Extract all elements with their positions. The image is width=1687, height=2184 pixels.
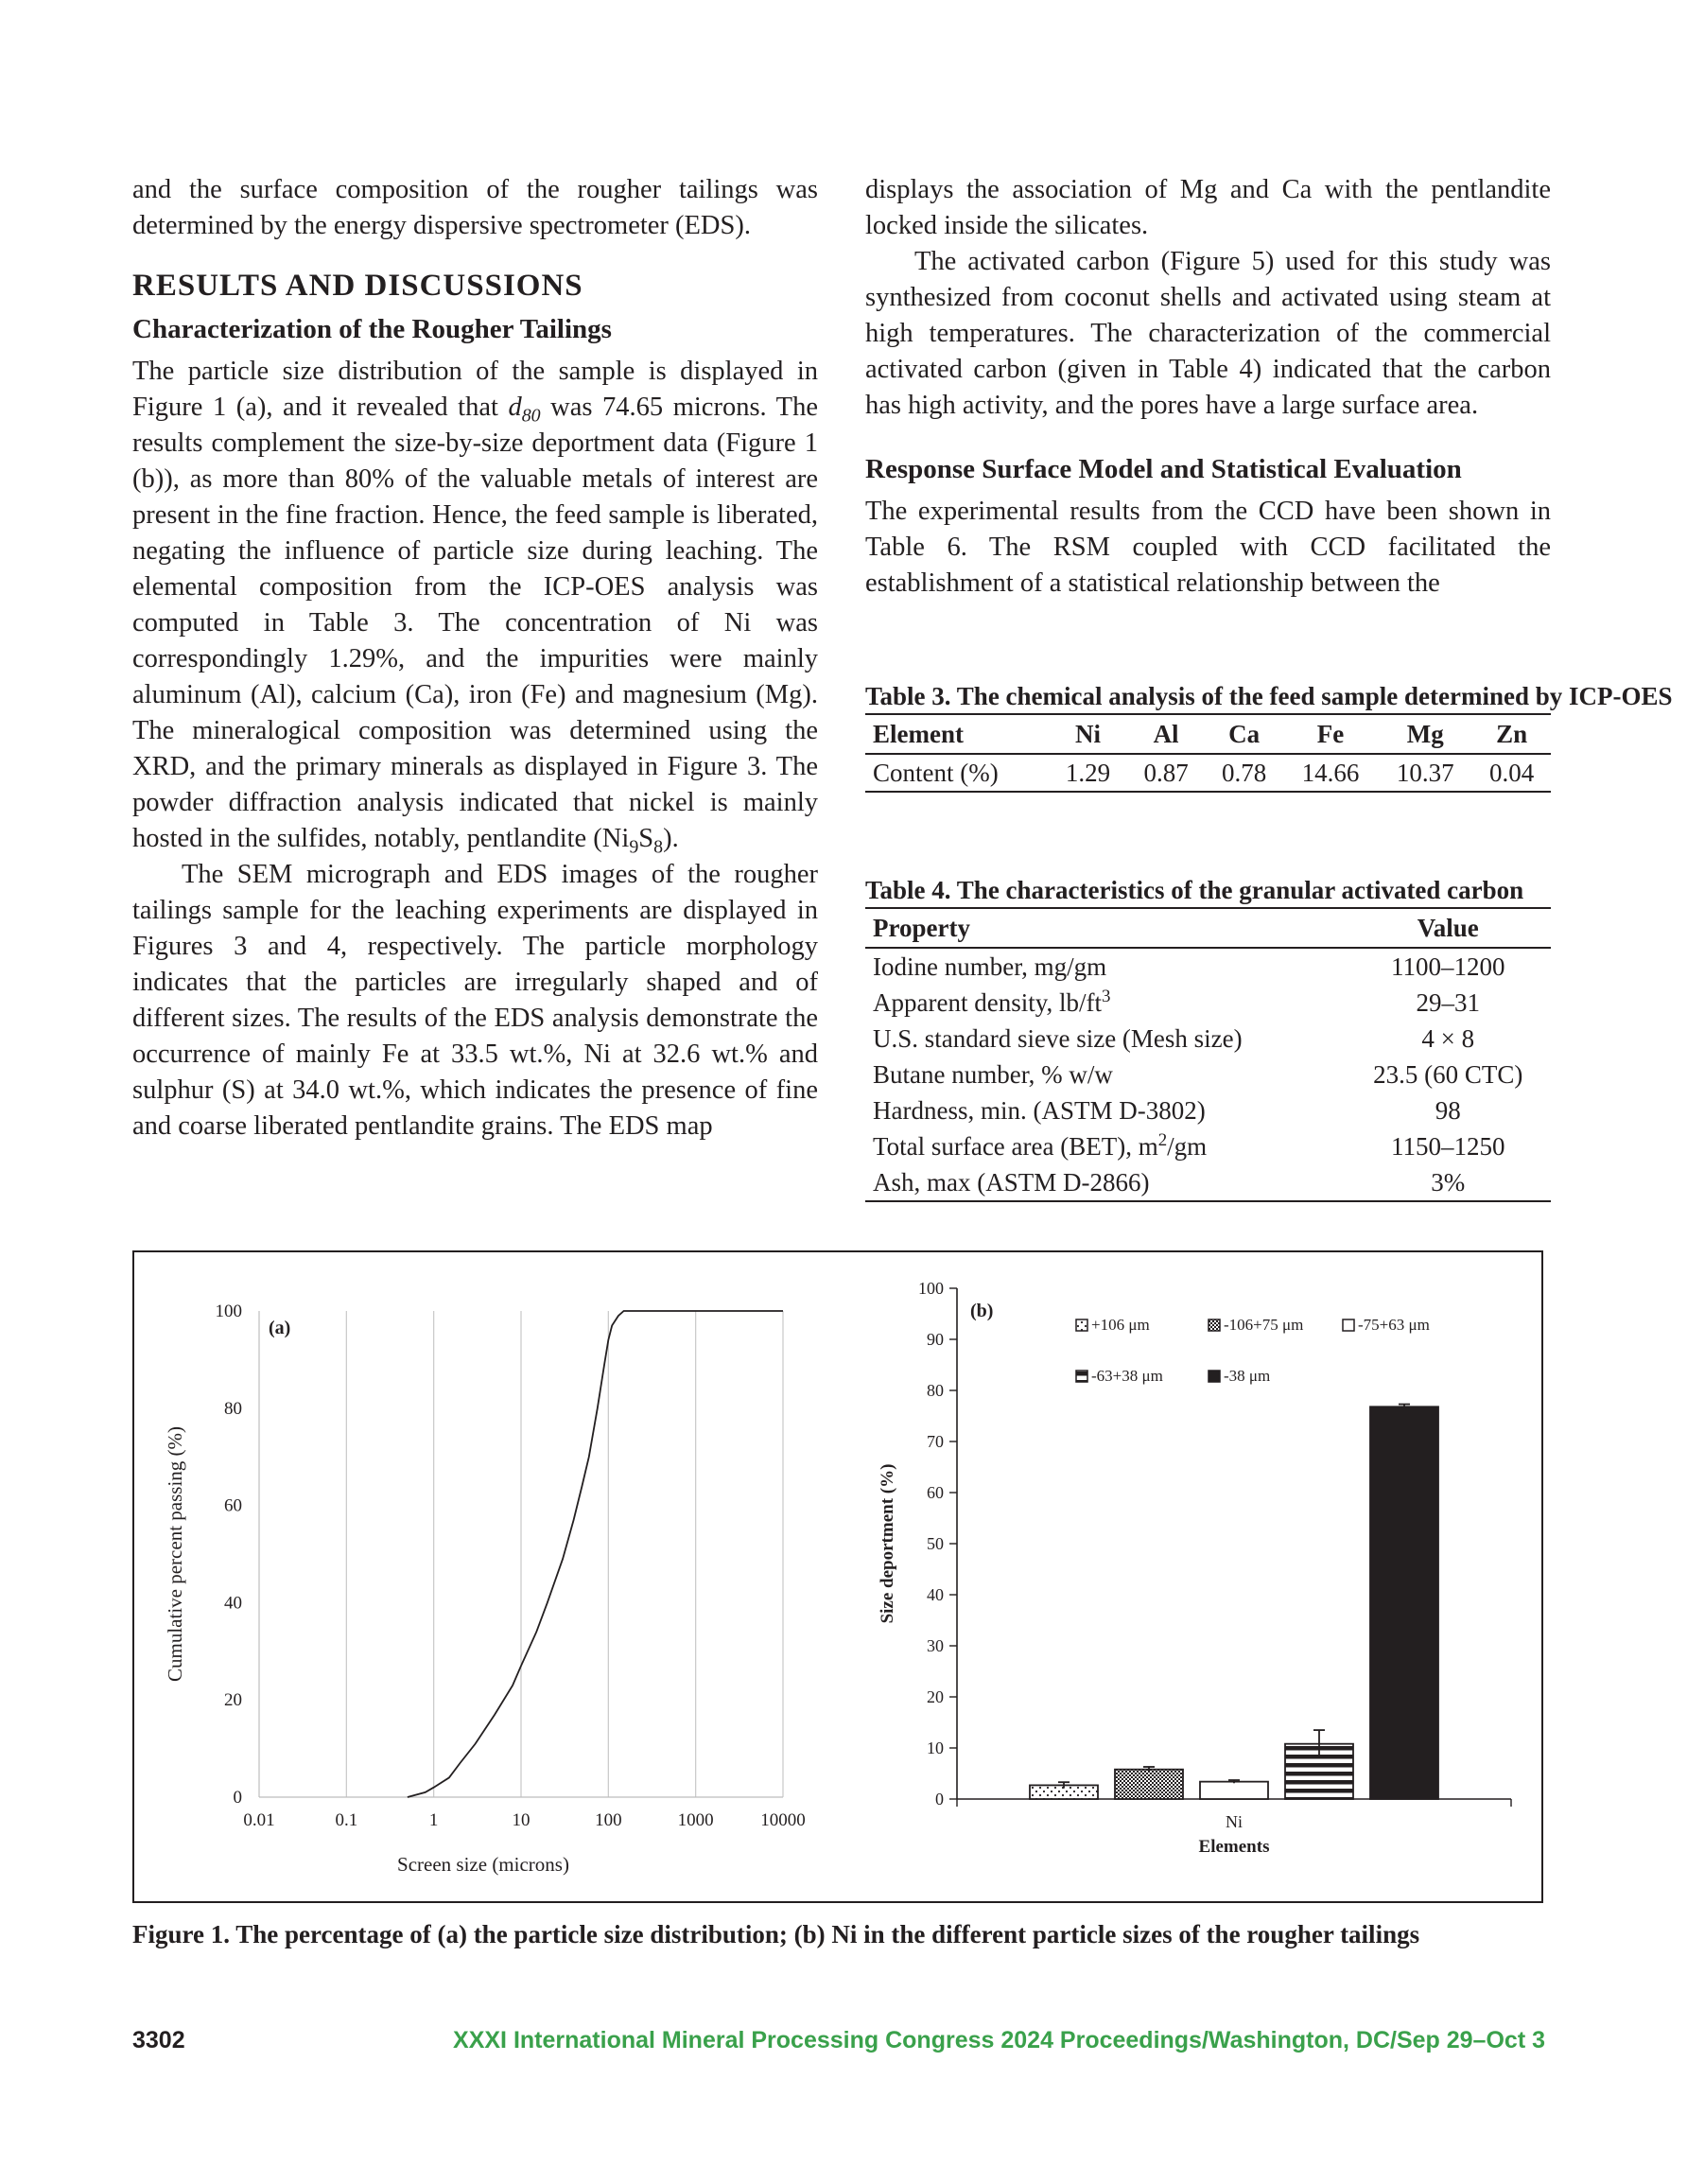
y-tick-label: 20 (927, 1687, 944, 1706)
table-row (865, 985, 1551, 1021)
y-axis-title: Size deportment (%) (878, 1463, 897, 1624)
table-cell: 23.5 (60 CTC) (1373, 1060, 1523, 1089)
y-tick-label: 100 (918, 1279, 944, 1298)
legend-swatch (1076, 1319, 1087, 1331)
table-cell: 0.78 (1205, 754, 1283, 792)
table-header: Value (1346, 908, 1551, 948)
y-tick-label: 80 (224, 1398, 242, 1419)
continued-paragraph: displays the association of Mg and Ca with the pentlandite locked inside the silicates. (865, 175, 1551, 240)
table-row (865, 948, 1551, 985)
panel-label: (a) (269, 1318, 291, 1338)
table-cell: 4 × 8 (1421, 1024, 1475, 1053)
table-cell: Apparent density, $lb/ft^3$ (873, 987, 1111, 1017)
page-number: 3302 (132, 2027, 185, 2053)
paragraph-rsm: The experimental results from the CCD have been shown in Table 6. The RSM coupled with CCD facilitated the establishment of a statistical relationship between the (865, 497, 1551, 598)
table-3 (865, 679, 1673, 793)
y-tick-label: 80 (927, 1381, 944, 1400)
y-tick-label: 40 (224, 1593, 242, 1614)
table-cell: 3% (1346, 1164, 1551, 1201)
y-tick-label: 0 (935, 1790, 944, 1808)
table-cell: 1150–1250 (1391, 1132, 1505, 1161)
table-header: Ni (1049, 714, 1127, 754)
y-tick-label: 60 (224, 1495, 242, 1516)
table-cell: 98 (1435, 1096, 1461, 1125)
paragraph-sem: The SEM micrograph and EDS images of the rougher tailings sample for the leaching experiments are displayed in Figures 3 and 4, respectively. The particle morphology indicates that the particles are irregularly shaped and of different sizes. The results of the EDS analysis demonstrate the occurrence of mainly Fe at 33.5 wt.%, Ni at 32.6 wt.% and sulphur (S) at 34.0 wt.%, which indicates the presence of fine and coarse liberated pentlandite grains. The EDS map (132, 860, 818, 1141)
table-cell: Iodine number, mg/gm (873, 952, 1107, 981)
table-3-caption: Table 3. The chemical analysis of the feed sample determined by ICP-OES (865, 682, 1673, 710)
table-4 (865, 873, 1551, 1202)
chart-a-particle-size (164, 1302, 806, 1876)
x-axis-title: Screen size (microns) (397, 1853, 569, 1876)
table-cell: Ash, max (ASTM D-2866) (865, 1164, 1346, 1201)
bar (1370, 1406, 1438, 1799)
legend-label: -75+63 μm (1358, 1316, 1430, 1334)
y-tick-label: 90 (927, 1330, 944, 1349)
legend-label: -63+38 μm (1091, 1367, 1163, 1385)
psd-curve (408, 1311, 783, 1797)
table-header: Al (1127, 714, 1206, 754)
table-header: Ca (1205, 714, 1283, 754)
table-cell: 14.66 (1283, 754, 1378, 792)
legend-swatch (1076, 1371, 1087, 1382)
table-4-grid (865, 907, 1551, 1202)
intro-paragraph: and the surface composition of the rougher tailings was determined by the energy dispersive spectrometer (EDS). (132, 175, 818, 240)
y-axis-title: Cumulative percent passing (%) (164, 1425, 186, 1683)
table-cell: Butane number, % w/w (873, 1060, 1113, 1089)
table-row (865, 1164, 1551, 1201)
legend-swatch (1209, 1319, 1220, 1331)
legend-swatch (1343, 1319, 1354, 1331)
x-axis-title: Elements (1198, 1837, 1270, 1857)
table-cell: 0.04 (1472, 754, 1551, 792)
figure-caption: Figure 1. The percentage of (a) the particle size distribution; (b) Ni in the different particle sizes of the rougher tailings (132, 1920, 1420, 1948)
table-cell: 0.87 (1127, 754, 1206, 792)
y-tick-label: 10 (927, 1738, 944, 1757)
legend-label: +106 μm (1091, 1316, 1150, 1334)
table-cell: 1.29 (1049, 754, 1127, 792)
table-header: Property (865, 908, 1346, 948)
section-heading: RESULTS AND DISCUSSIONS (132, 269, 583, 303)
y-tick-label: 50 (927, 1534, 944, 1553)
conference-footer: XXXI International Mineral Processing Congress 2024 Proceedings/Washington, DC/Sep 29–Oct 3 (453, 2027, 1545, 2053)
x-tick-label: 100 (595, 1810, 622, 1830)
x-tick-label: Ni (1226, 1812, 1243, 1831)
table-row (865, 1057, 1551, 1092)
table-header: Element (865, 714, 1049, 754)
table-cell: 1100–1200 (1391, 952, 1505, 981)
table-cell: Total surface area (BET), $m^2/gm$ (873, 1130, 1208, 1161)
x-tick-label: 0.01 (243, 1810, 275, 1830)
panel-label: (b) (970, 1301, 994, 1321)
table-cell: Content (%) (865, 754, 1049, 792)
bar (1200, 1782, 1268, 1799)
table-row (865, 754, 1551, 792)
figure-1-charts (134, 1252, 1541, 1901)
y-tick-label: 60 (927, 1483, 944, 1502)
table-cell: 10.37 (1378, 754, 1472, 792)
chart-b-size-deportment (878, 1279, 1511, 1857)
table-cell: U.S. standard sieve size (Mesh size) (873, 1024, 1243, 1053)
left-column (132, 172, 818, 1144)
right-column (865, 172, 1551, 602)
y-tick-label: 30 (927, 1636, 944, 1655)
y-tick-label: 70 (927, 1432, 944, 1451)
table-row (865, 1021, 1551, 1057)
table-cell: Hardness, min. (ASTM D-3802) (873, 1096, 1206, 1125)
y-tick-label: 0 (233, 1788, 242, 1808)
legend-label: -106+75 μm (1224, 1316, 1304, 1334)
subheading-rsm: Response Surface Model and Statistical Evaluation (865, 454, 1462, 484)
table-row (865, 1092, 1551, 1128)
paragraph-psd: The particle size distribution of the sample is displayed in Figure 1 (a), and it revealed that $d_{80}$ was 74.65 microns. The results complement the size-by-size deportment data (Figure 1 (b)), as more than 80% of the valuable metals of interest are present in the fine fraction. Hence, the feed sample is liberated, negating the influence of particle size during leaching. The elemental composition from the ICP-OES analysis was computed in Table 3. The concentration of Ni was correspondingly 1.29%, and the impurities were mainly aluminum (Al), calcium (Ca), iron (Fe) and magnesium (Mg). The mineralogical composition was determined using the XRD, and the primary minerals as displayed in Figure 3. The powder diffraction analysis indicated that nickel is mainly hosted in the sulfides, notably, pentlandite $(Ni_9S_8)$. (132, 357, 818, 858)
table-3-grid (865, 713, 1551, 793)
x-tick-label: 10 (512, 1810, 530, 1830)
legend-swatch (1209, 1371, 1220, 1382)
y-tick-label: 20 (224, 1690, 242, 1711)
bar (1115, 1770, 1183, 1799)
figure-1 (132, 1250, 1543, 1903)
table-header: Fe (1283, 714, 1378, 754)
table-4-caption: Table 4. The characteristics of the granular activated carbon (865, 876, 1524, 904)
x-tick-label: 1000 (677, 1810, 714, 1830)
x-tick-label: 10000 (760, 1810, 806, 1830)
x-tick-label: 1 (428, 1810, 439, 1830)
table-row (865, 1128, 1551, 1164)
y-tick-label: 100 (215, 1302, 242, 1321)
y-tick-label: 40 (927, 1585, 944, 1604)
subheading-rougher: Characterization of the Rougher Tailings (132, 314, 612, 344)
paragraph-carbon: The activated carbon (Figure 5) used for this study was synthesized from coconut shells and activated using steam at high temperatures. The characterization of the commercial activated carbon (given in Table 4) indicated that the carbon has high activity, and the pores have a large surface area. (865, 247, 1551, 420)
table-header: Zn (1472, 714, 1551, 754)
x-tick-label: 0.1 (335, 1810, 358, 1830)
table-cell: 29–31 (1416, 988, 1480, 1017)
legend-label: -38 μm (1224, 1367, 1271, 1385)
table-header: Mg (1378, 714, 1472, 754)
